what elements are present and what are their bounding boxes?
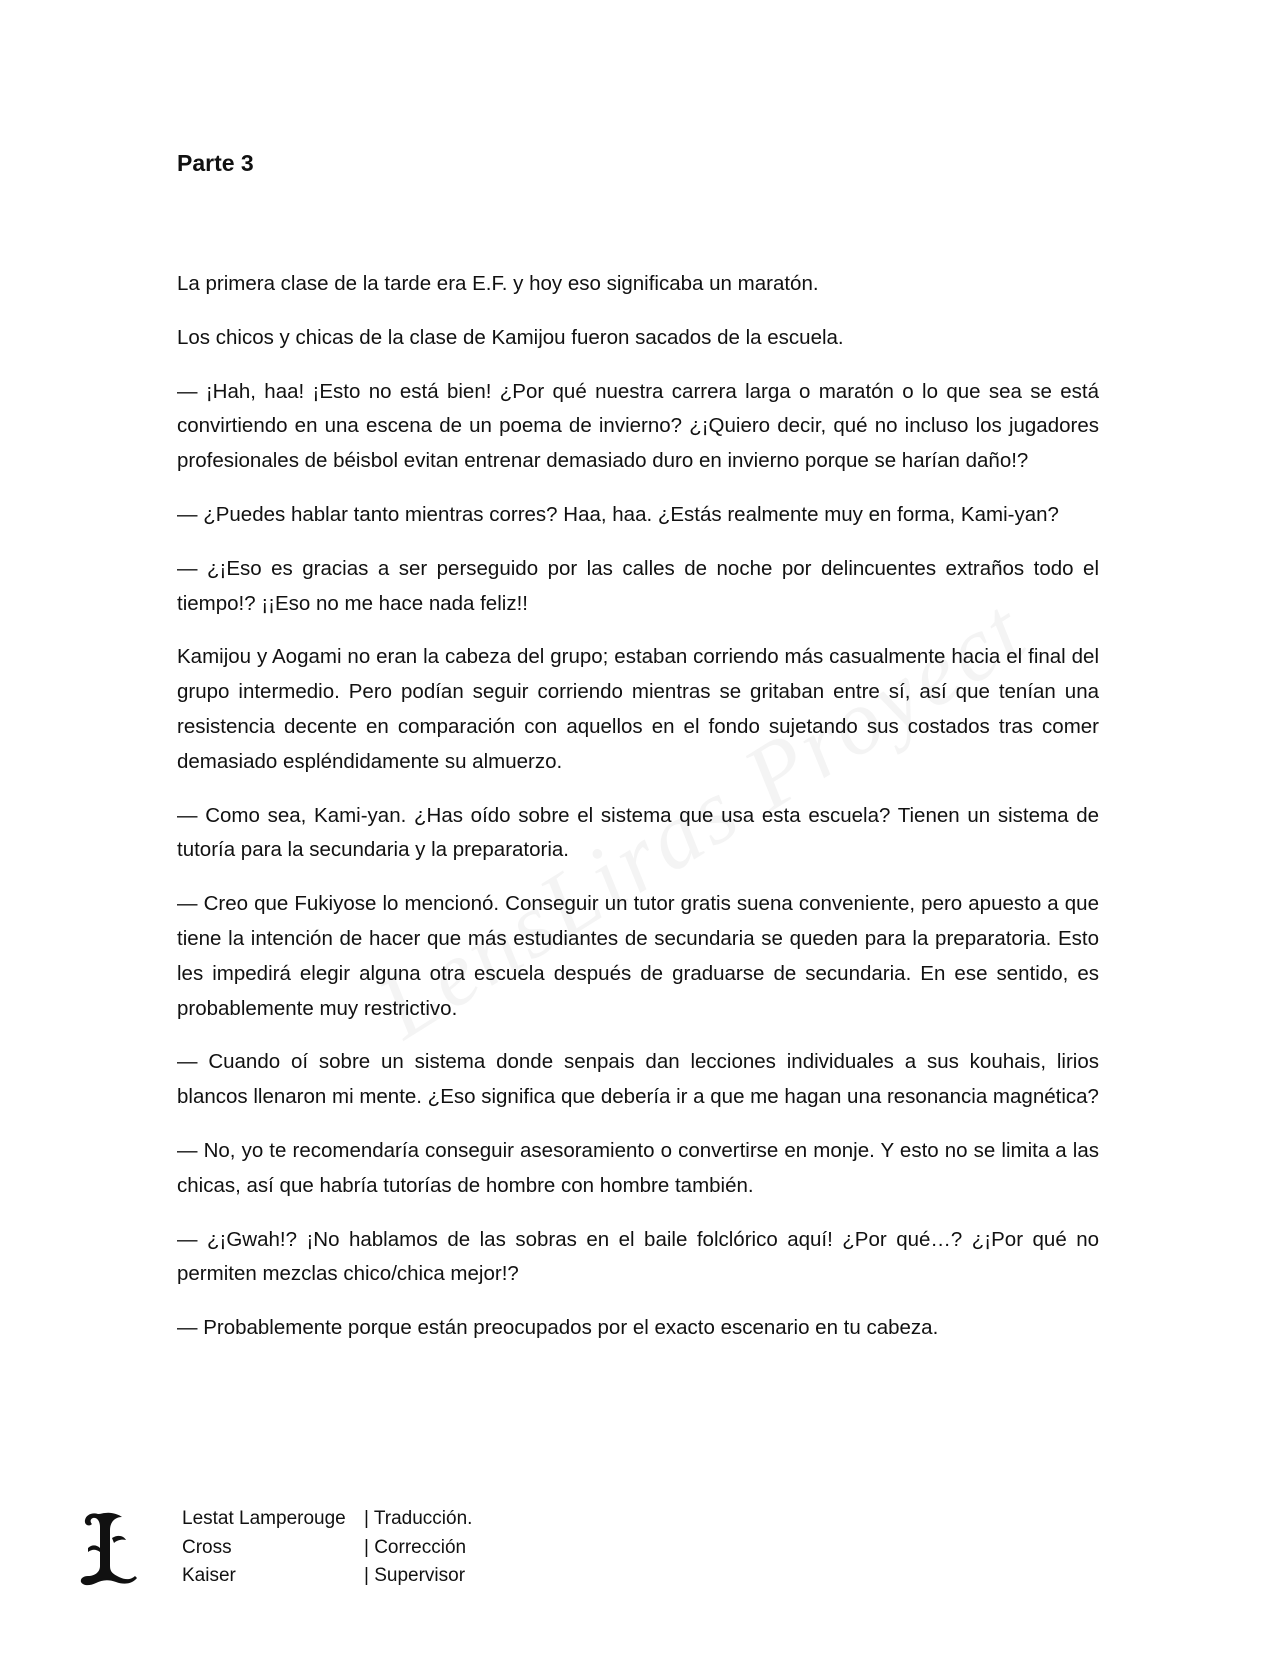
gothic-letter-l-icon [78, 1508, 140, 1588]
credit-name: Lestat Lamperouge [182, 1508, 346, 1529]
credit-row [182, 1562, 472, 1591]
credit-row [182, 1505, 472, 1534]
credit-name: Cross [182, 1536, 232, 1558]
paragraph: — ¿¡Eso es gracias a ser perseguido por las calles de noche por delincuentes extraños todo el tiempo!? ¡¡Eso no me hace nada feliz!! [177, 556, 1099, 615]
paragraph: — ¿¡Gwah!? ¡No hablamos de las sobras en el baile folclórico aquí! ¿Por qué…? ¿¡Por qué no permiten mezclas chico/chica mejor!? [177, 1227, 1099, 1286]
paragraph: La primera clase de la tarde era E.F. y hoy eso significaba un maratón. [177, 272, 819, 295]
credit-role: | Supervisor [364, 1565, 466, 1586]
paragraph: — ¡Hah, haa! ¡Esto no está bien! ¿Por qué nuestra carrera larga o maratón o lo que sea se está convirtiendo en una escena de un poema de invierno? ¿¡Quiero decir, qué no incluso los jugadores profesionales de béisbol evitan entrenar demasiado duro en invierno porque se harían daño!? [177, 379, 1099, 473]
paragraph: — ¿Puedes hablar tanto mientras corres? Haa, haa. ¿Estás realmente muy en forma, Kami-yan? [177, 502, 1059, 526]
credits-footer [78, 1508, 678, 1608]
paragraph: Los chicos y chicas de la clase de Kamijou fueron sacados de la escuela. [177, 325, 844, 349]
credit-role: | Traducción. [364, 1508, 473, 1529]
credit-name: Kaiser [182, 1565, 236, 1586]
paragraph: — Cuando oí sobre un sistema donde senpais dan lecciones individuales a sus kouhais, lirios blancos llenaron mi mente. ¿Eso significa que debería ir a que me hagan una resonancia magnética? [177, 1050, 1099, 1109]
paragraph: — Probablemente porque están preocupados por el exacto escenario en tu cabeza. [177, 1316, 939, 1340]
credit-role: | Corrección [364, 1536, 467, 1558]
body-text [177, 267, 1099, 1365]
paragraph: — No, yo te recomendaría conseguir asesoramiento o convertirse en monje. Y esto no se limita a las chicas, así que habría tutorías de hombre con hombre también. [177, 1138, 1099, 1197]
paragraph: Kamijou y Aogami no eran la cabeza del grupo; estaban corriendo más casualmente hacia el final del grupo intermedio. Pero podían seguir corriendo mientras se gritaban entre sí, así que tenían una resistencia decente en comparación con aquellos en el fondo sujetando sus costados tras comer demasiado espléndidamente su almuerzo. [177, 645, 1099, 773]
paragraph: — Creo que Fukiyose lo mencionó. Conseguir un tutor gratis suena conveniente, pero apuesto a que tiene la intención de hacer que más estudiantes de secundaria se queden para la preparatoria. Esto les impedirá elegir alguna otra escuela después de graduarse de secundaria. En ese sentido, es probablemente muy restrictivo. [177, 892, 1099, 1020]
credits-list [182, 1505, 472, 1591]
credit-row [182, 1534, 472, 1563]
chapter-title: Parte 3 [177, 150, 254, 176]
paragraph: — Como sea, Kami-yan. ¿Has oído sobre el sistema que usa esta escuela? Tienen un sistema de tutoría para la secundaria y la preparatoria. [177, 803, 1099, 862]
